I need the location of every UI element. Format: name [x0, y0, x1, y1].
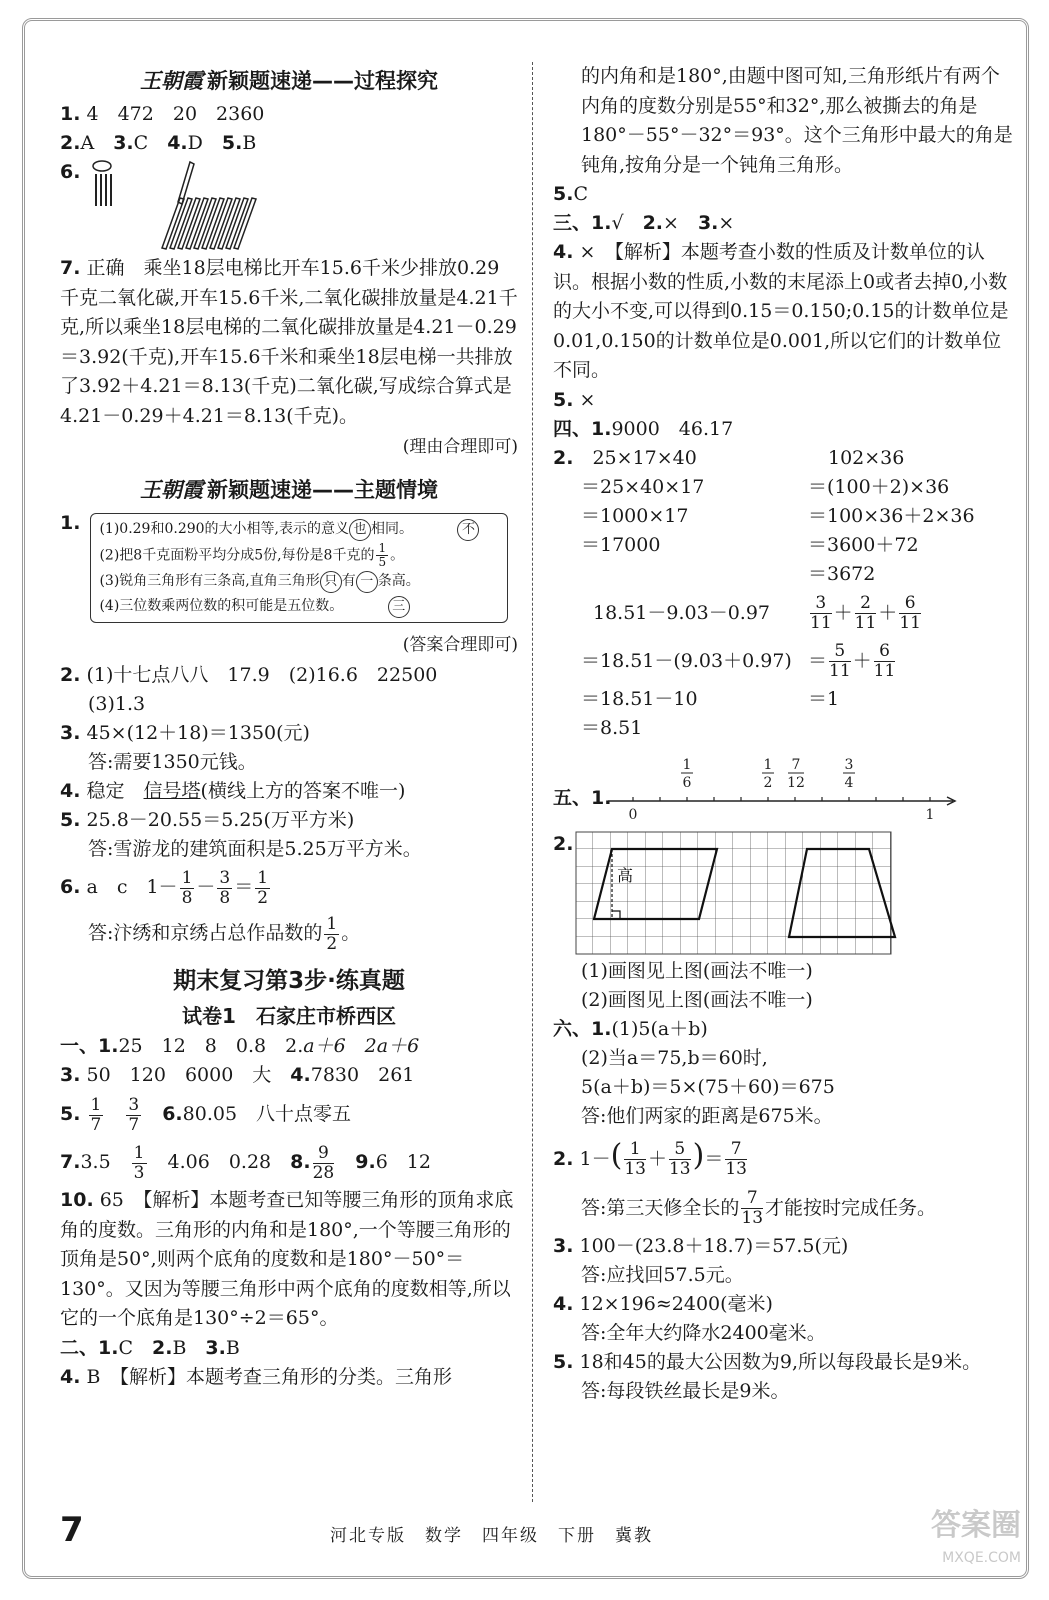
- answer-b6: 6. a c 1－ $\frac{1}{8}$ － $\frac{3}{8}$ ＝ $\frac{1}{2}$: [60, 867, 269, 908]
- answer-v3: 3. 100－(23.8＋18.7)＝57.5(元): [553, 1234, 849, 1257]
- answer-p5: 5. $\frac{1}{7}$ $\frac{3}{7}$ 6.80.05 八十点零五: [60, 1094, 352, 1135]
- svg-text:1: 1: [682, 756, 692, 773]
- page-number: 7: [60, 1510, 84, 1550]
- svg-text:0: 0: [628, 806, 638, 823]
- answer-v2-reply: 答:第三天修全长的 $\frac{7}{13}$ 才能按时完成任务。: [581, 1188, 937, 1228]
- final-review-title: 期末复习第3步·练真题: [173, 968, 405, 994]
- answer-v5-reply: 答:每段铁丝最长是9米。: [581, 1380, 790, 1402]
- answer-p1: 一、1.25 12 8 0.8 2.a＋6 2a＋6: [60, 1035, 420, 1057]
- answer-v5: 5. 18和45的最大公因数为9,所以每段最长是9米。: [553, 1350, 982, 1373]
- abacus-drawing: [90, 158, 270, 250]
- answer-v1-3: 5(a＋b)＝5×(75＋60)＝675: [581, 1075, 835, 1098]
- svg-text:1: 1: [763, 756, 773, 773]
- answer-q4-continued: 的内角和是180°,由题中图可知,三角形纸片有两个内角的度数分别是55°和32°,那么被撕去的角是180°－55°－32°＝93°。这个三角形中最大的角是钝角,按角分是一个钝角三角形。: [581, 65, 1013, 176]
- calc-block-2: 18.51－9.03－0.97 ＝18.51－(9.03＋0.97) ＝18.51－10 ＝8.51 $\frac{3}{11}$ ＋ $\frac{2}{11}$ ＋ $\frac{6}{11}$ ＝ $\frac{5}{11}$ ＋ $\frac{6}{11}$ ＝1: [581, 593, 921, 739]
- answer-s5: 5. ×: [553, 388, 596, 411]
- calc-block-1: 2. 25×17×40 ＝25×40×17 ＝1000×17 ＝17000 102×36 ＝(100＋2)×36 ＝100×36＋2×36 ＝3600＋72 ＝3672: [553, 446, 975, 585]
- answer-2-5: 2.A 3.C 4.D 5.B: [60, 132, 257, 154]
- svg-text:6: 6: [682, 774, 692, 791]
- answer-r5: 5.C: [553, 183, 588, 205]
- watermark-logo: 答案圈: [931, 1508, 1021, 1543]
- answer-b6-reply: 答:汴绣和京绣占总作品数的 $\frac{1}{2}$ 。: [88, 913, 361, 954]
- answer-v1-2: (2)当a＝75,b＝60时,: [581, 1046, 768, 1069]
- answer-p3: 3. 50 120 6000 大 4.7830 261: [60, 1064, 415, 1086]
- brand-logo: 王朝霞: [140, 68, 203, 93]
- grid-drawing: [575, 831, 905, 955]
- answer-q4: 4. B 【解析】本题考查三角形的分类。三角形: [60, 1365, 452, 1388]
- answer-b2: 2. (1)十七点八八 17.9 (2)16.6 22500: [60, 664, 438, 686]
- answer-b1: 1. (1)0.29和0.290的大小相等,表示的意义 也 相同。 不 (2)把8千克面粉平均分成5份,每份是8千克的 $\frac{1}{5}$ 。 (3)锐角三角形有三条高,直角三角形 只 有 一 条高。 (4)三位数乘两位数的积可能是五位数。 三: [60, 509, 518, 629]
- answer-b5-reply: 答:雪游龙的建筑面积是5.25万平方米。: [88, 838, 422, 860]
- answer-s3: 三、1.√ 2.× 3.×: [553, 212, 735, 234]
- svg-text:高: 高: [617, 865, 634, 885]
- svg-text:3: 3: [844, 756, 854, 773]
- answer-p10: 10. 65 【解析】本题考查已知等腰三角形的顶角求底角的度数。三角形的内角和是180°,一个等腰三角形的顶角是50°,则两个底角的度数和是180°－50°＝130°。又因为等腰三角形中两个底角的度数相等,所以它的一个底角是130°÷2＝65°。: [60, 1189, 514, 1329]
- answer-s4: 4. × 【解析】本题考查小数的性质及计数单位的认识。根据小数的性质,小数的末尾添上0或者去掉0,小数的大小不变,可以得到0.15＝0.150;0.15的计数单位是0.01,0.150的计数单位是0.001,所以它们的计数单位不同。: [553, 241, 1009, 381]
- answer-v4-reply: 答:全年大约降水2400毫米。: [581, 1321, 826, 1344]
- section-heading-theme: [60, 471, 518, 509]
- footer-text: 河北专版 数学 四年级 下册 冀教: [330, 1526, 653, 1546]
- answer-7: 7. 正确 乘坐18层电梯比开车15.6千米少排放0.29千克二氧化碳,开车15.6千米,二氧化碳排放量是4.21千克,所以乘坐18层电梯的二氧化碳排放量是4.21－0.29＝3.92(千克),开车15.6千米和乘坐18层电梯一共排放了3.92＋4.21＝8.13(千克)二氧化碳,写成综合算式是4.21－0.29＋4.21＝8.13(千克)。: [60, 257, 518, 427]
- answer-1: 1. 4 472 20 2360: [60, 103, 265, 125]
- svg-text:2: 2: [763, 774, 773, 791]
- answer-b3: 3. 45×(12＋18)＝1350(元): [60, 722, 310, 744]
- answer-b3-reply: 答:需要1350元钱。: [88, 751, 257, 773]
- judgement-box: (1)0.29和0.290的大小相等,表示的意义 也 相同。 不 (2)把8千克面粉平均分成5份,每份是8千克的 $\frac{1}{5}$ 。 (3)锐角三角形有三条高,直角三角形 只 有 一 条高。 (4)三位数乘两位数的积可能是五位数。 三: [90, 513, 508, 623]
- answer-p7: 7.3.5 $\frac{1}{3}$ 4.06 0.28 8. $\frac{9}{28}$ 9.6 12: [60, 1142, 431, 1183]
- note-reason: (理由合理即可): [402, 437, 518, 457]
- answer-q1: 二、1.C 2.B 3.B: [60, 1336, 240, 1359]
- answer-u2-1: (1)画图见上图(画法不唯一): [581, 959, 813, 982]
- answer-6-abacus: 6.: [60, 158, 518, 250]
- paper-title: 试卷1 石家庄市桥西区: [182, 1004, 396, 1028]
- number-line-question: 五、1. 1 6 1 2 7 12 3 4 0 1: [553, 757, 1013, 827]
- answer-v1: 六、1.(1)5(a＋b): [553, 1017, 708, 1040]
- watermark-url: MXQE.COM: [942, 1550, 1021, 1566]
- answer-v3-reply: 答:应找回57.5元。: [581, 1263, 744, 1286]
- number-line: [603, 757, 963, 827]
- grid-question: 2. 高: [553, 831, 1013, 957]
- answer-v4: 4. 12×196≈2400(毫米): [553, 1292, 773, 1315]
- brand-logo: 王朝霞: [140, 477, 203, 502]
- answer-t1: 四、1.9000 46.17: [553, 417, 734, 440]
- svg-text:4: 4: [844, 774, 854, 791]
- svg-text:12: 12: [787, 774, 805, 791]
- section-title: 新颖题速递——过程探究: [207, 69, 438, 93]
- answer-b4: 4. 稳定 信号塔(横线上方的答案不唯一): [60, 780, 406, 802]
- left-column: [60, 62, 518, 1392]
- answer-u2-2: (2)画图见上图(画法不唯一): [581, 988, 813, 1011]
- section-heading-process: [60, 62, 518, 100]
- column-divider: [532, 62, 533, 1502]
- answer-v1-reply: 答:他们两家的距离是675米。: [581, 1104, 833, 1127]
- section-title: 新颖题速递——主题情境: [207, 478, 438, 502]
- svg-text:1: 1: [925, 806, 935, 823]
- note-answer: (答案合理即可): [402, 635, 518, 655]
- answer-b2-line2: (3)1.3: [88, 693, 146, 715]
- right-column: [553, 62, 1013, 1406]
- answer-v2: 2. 1－( $\frac{1}{13}$ ＋ $\frac{5}{13}$ )＝ $\frac{7}{13}$: [553, 1137, 747, 1179]
- answer-b5: 5. 25.8－20.55＝5.25(万平方米): [60, 809, 355, 831]
- svg-text:7: 7: [791, 756, 801, 773]
